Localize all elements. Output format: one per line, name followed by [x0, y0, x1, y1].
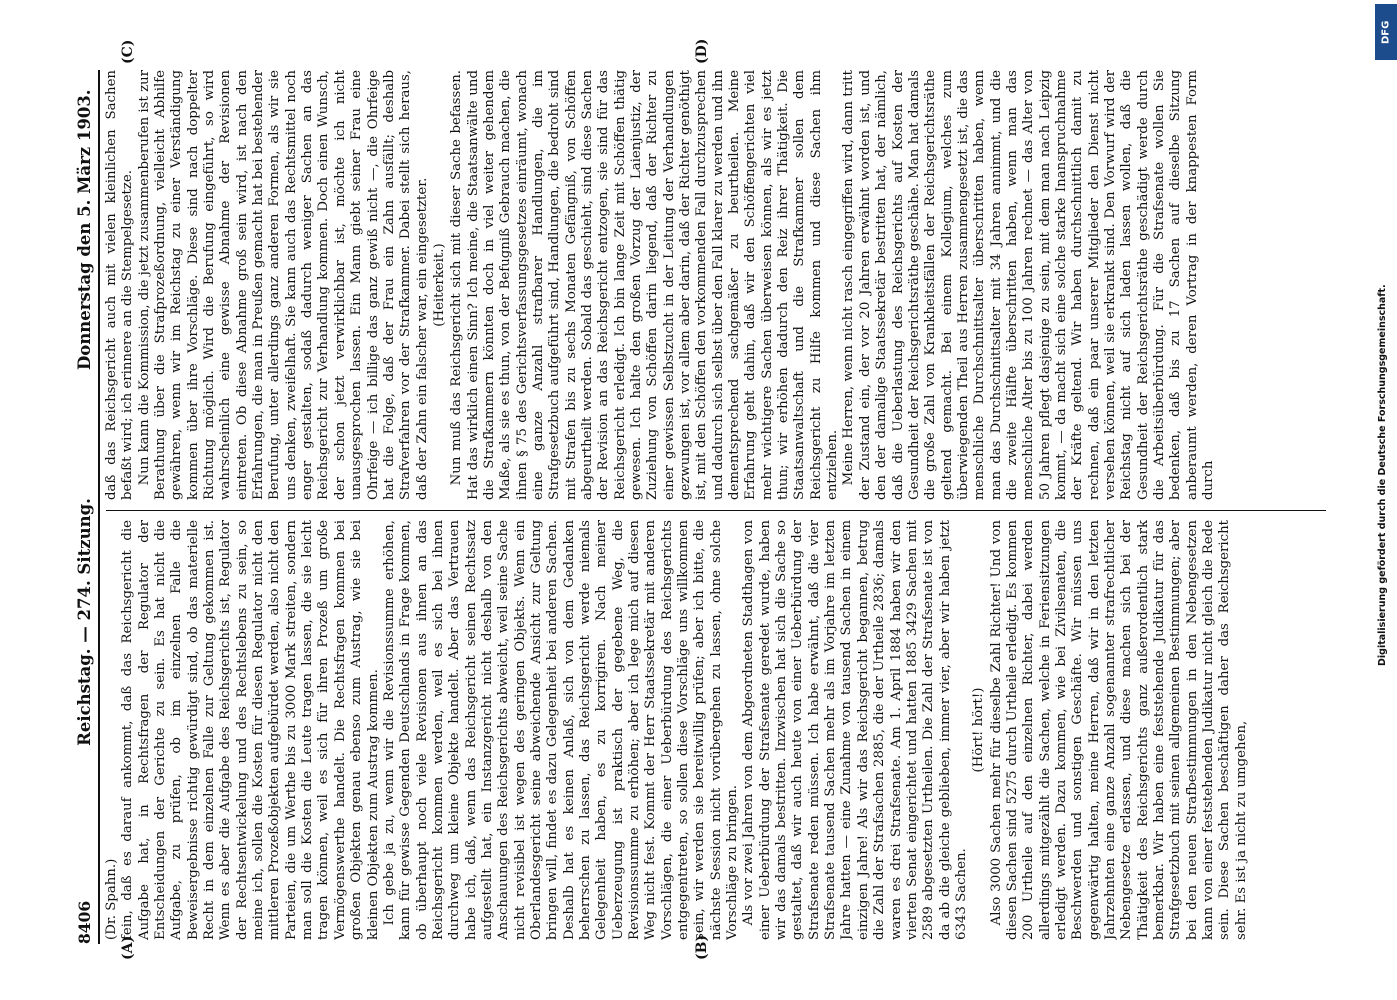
column-separator — [106, 510, 1326, 511]
page-title: Reichstag. — 274. Sitzung. — [75, 498, 94, 746]
page-number: 8406 — [75, 900, 94, 944]
left-interjection: (Hört! hört!) — [971, 687, 987, 773]
credit-text: Digitalisierung gefördert durch die Deutsche Forschungsgemeinschaft. — [1377, 284, 1388, 666]
left-paragraph-4: Also 3000 Sachen mehr für dieselbe Zahl Richter! Und von diesen Sachen sind 5275 durch Urtheile erledigt. Es kommen 200 Urtheile auf den einzelnen Richter, dabei werden allerdings mitgezählt die Sachen, welche in Feriensitzungen erledigt werden. Dazu kommen, wie bei Zivilsenaten, die Beschwerden und sonstigen Geschäfte. Wir müssen uns gegenwärtig halten, meine Herren, daß wir in den letzten Jahrzehnten eine ganze Anzahl sogenannter strafrechtlicher Nebengesetze erlassen, und diese machen sich bei der Thätigkeit des Reichsgerichts ganz außerordentlich stark bemerkbar. Wir haben eine feststehende Judikatur für das Strafgesetzbuch mit seinen allgemeinen Bestimmungen; aber bei den neuen Strafbestimmungen in den Nebengesetzen kann von einer feststehenden Judikatur nicht gleich die Rede sein. Diese Sachen beschäftigen daher das Reichsgericht sehr. Es ist ja nicht zu umgehen, — [988, 520, 1249, 940]
left-paragraph-1: fein, daß es darauf ankommt, daß das Reichsgericht die Aufgabe hat, in Rechtsfragen der Regulator der Entscheidungen der Gerichte zu sein. Es hat nicht die Aufgabe, zu prüfen, ob im einzelnen Falle die Beweisergebnisse richtig gewürdigt sind, ob das materielle Recht in dem einzelnen Falle zur Geltung gekommen ist. Wenn es aber die Aufgabe des Reichsgerichts ist, Regulator der Rechtsentwickelung und des Rechtslebens zu sein, so meine ich, sollen die Kosten für diesen Regulator nicht den mittleren Prozeßobjekten aufgebürdet werden, also nicht den Parteien, die um Werthe bis zu 3000 Mark streiten, sondern man soll die Kosten die Leute tragen lassen, die sie leicht tragen können, weil es sich für ihren Prozeß um große Vermögenswerthe handelt. Die Rechtsfragen kommen bei großen Objekten genau ebenso zum Austrag, wie sie bei kleinen Objekten zum Austrag kommen. — [120, 520, 381, 940]
dfg-logo: DFG — [1375, 4, 1397, 60]
left-paragraph-3: Als vor zwei Jahren von dem Abgeordneten Stadthagen von einer Ueberbürdung der Strafsenate geredet wurde, haben wir das damals bestritten. Inzwischen hat sich die Sache so gestaltet, daß wir auch heute von einer Ueberbürdung der Strafsenate reden müssen. Ich habe erwähnt, daß die vier Strafsenate tausend Sachen mehr als im Vorjahre im letzten Jahre hatten — eine Zunahme von tausend Sachen in einem einzigen Jahre! Als wir das Reichsgericht begannen, betrug die Zahl der Strafsachen 2885, die der Urtheile 2836; damals waren es drei Strafsenate. Am 1. April 1884 haben wir den vierten Senat eingerichtet und hatten 1885 3429 Sachen mit 2589 abgesetzten Urtheilen. Die Zahl der Strafsenate ist von da ab die gleiche geblieben, immer vier, aber wir haben jetzt 6343 Sachen. — [741, 520, 969, 940]
right-paragraph-4: Meine Herren, wenn nicht rasch eingegriffen wird, dann tritt der Zustand ein, der vor 20 Jahren erwähnt worden ist, und den der damalige Staatssekretär bestritten hat, der nämlich, daß die Ueberlastung des Reichsgerichts auf Kosten der Gesundheit der Reichsgerichtsräthe geschähe. Man hat damals die große Zahl von Krankheitsfällen der Reichsgerichtsräthe geltend gemacht. Bei einem Kollegium, welches zum überwiegenden Theil aus Herren zusammengesetzt ist, die das menschliche Durchschnittsalter überschritten haben, wenn man das Durchschnittsalter mit 34 Jahren annimmt, und die die zweite Hälfte überschritten haben, wenn man das menschliche Alter bis zu 100 Jahren rechnet — das Alter von 50 Jahren pflegt dasjenige zu sein, mit dem man nach Leipzig kommt, — da macht sich eine solche starke Inanspruchnahme der Kräfte geltend. Wir haben durchschnittlich damit zu rechnen, daß ein paar unserer Mitglieder den Dienst nicht versehen können, weil sie erkrankt sind. Den Vorwurf wird der Reichstag nicht auf sich laden lassen wollen, daß die Gesundheit der Reichsgerichtsräthe geschädigt werde durch die Arbeitsüberbürdung. Für die Strafsenate wollen Sie bedenken, daß bis zu 17 Sachen auf dieselbe Sitzung anberaumt werden, deren Vortrag in der knappesten Form durch — [841, 70, 1217, 500]
right-paragraph-3: Nun muß das Reichsgericht sich mit dieser Sache befassen. Hat das wirklich einen Sinn? Ich meine, die Staatsanwälte und die Strafkammern könnten doch in viel weiter gehendem Maße, als sie es thun, von der Befugniß Gebrauch machen, die ihnen § 75 des Gerichtsverfassungsgesetzes einräumt, wonach eine ganze Anzahl strafbarer Handlungen, die im Strafgesetzbuch aufgeführt sind, Handlungen, die bedroht sind mit Strafen bis zu sechs Monaten Gefängniß, von Schöffen abgeurtheilt werden. Sobald das geschieht, sind diese Sachen der Revision an das Reichsgericht entzogen, sie sind für das Reichsgericht erledigt. Ich bin lange Zeit mit Schöffen thätig gewesen. Ich halte den großen Vorzug der Laienjustiz, der Zuziehung von Schöffen darin liegend, daß der Richter zu einer gewissen Selbstzucht in der Leitung der Verhandlungen gezwungen ist, vor allem aber darin, daß der Richter genöthigt ist, mit den Schöffen den vorkommenden Fall durchzusprechen und dadurch sich selbst über den Fall klarer zu werden und ihn dementsprechend sachgemäßer zu beurtheilen. Meine Erfahrung geht dahin, daß wir den Schöffengerichten viel mehr wichtigere Sachen überweisen können, als wir es jetzt thun; wir erhöhen dadurch den Reiz ihrer Thätigkeit. Die Staatsanwaltschaft und die Strafkammer sollen dem Reichsgericht zu Hilfe kommen und diese Sachen ihm entziehen. — [449, 70, 841, 500]
header-rule — [98, 70, 100, 944]
page-header — [60, 70, 94, 944]
session-date: Donnerstag den 5. März 1903. — [75, 89, 94, 370]
right-column — [104, 70, 1330, 500]
margin-mark-d: (D) — [694, 38, 710, 64]
margin-mark-c: (C) — [120, 39, 136, 64]
right-interjection: (Heiterkeit.) — [431, 243, 447, 327]
left-column — [104, 520, 1330, 940]
margin-mark-a: (A) — [120, 935, 136, 960]
digitization-credit — [1375, 0, 1397, 1000]
left-paragraph-2: Ich gebe ja zu, wenn wir die Revisionssumme erhöhen, kann für gewisse Gegenden Deutschlands in Frage kommen, ob überhaupt noch viele Revisionen aus ihnen an das Reichsgericht kommen werden, weil es sich bei ihnen durchweg um kleine Objekte handelt. Aber das Vertrauen habe ich, daß, wenn das Reichsgericht seinen Rechtssatz aufgestellt hat, ein Instanzgericht nicht deshalb von den Anschauungen des Reichsgerichts abweicht, weil seine Sache nicht revisibel ist wegen des geringen Objekts. Wenn ein Oberlandesgericht seine abweichende Ansicht zur Geltung bringen will, findet es dazu Gelegenheit bei anderen Sachen. Deshalb hat es keinen Anlaß, sich von dem Gedanken beherrschen zu lassen, das Reichsgericht werde niemals Gelegenheit haben, es zu korrigiren. Nach meiner Ueberzeugung ist praktisch der gegebene Weg, die Revisionssumme zu erhöhen; aber ich lege mich auf diesen Weg nicht fest. Kommt der Herr Staatssekretär mit anderen Vorschlägen, die einer Ueberbürdung des Reichsgerichts entgegentreten, so sollen diese Vorschläge uns willkommen sein, wir werden sie bereitwillig prüfen; aber ich bitte, die nächste Session nicht vorübergehen zu lassen, ohne solche Vorschläge zu bringen. — [381, 520, 741, 940]
right-paragraph-2: Nun kann die Kommission, die jetzt zusammenberufen ist zur Berathung über die Strafprozeßordnung, vielleicht Abhilfe gewähren, wenn wir im Reichstag zu einer Verständigung kommen über ihre Vorschläge. Diese sind nach doppelter Richtung möglich. Wird die Berufung eingeführt, so wird wahrscheinlich eine gewisse Abnahme der Revisionen eintreten. Ob diese Abnahme groß sein wird, ist nach den Erfahrungen, die man in Preußen gemacht hat bei bestehender Berufung, unter allerdings ganz anderen Formen, als wir sie uns denken, zweifelhaft. Sie kann auch das Rechtsmittel noch enger gestalten, sodaß dadurch weniger Sachen an das Reichsgericht zur Verhandlung kommen. Doch einen Wunsch, der schon jetzt verwirklichbar ist, möchte ich nicht unausgesprochen lassen. Ein Mann giebt seiner Frau eine Ohrfeige — ich billige das ganz gewiß nicht —, die Ohrfeige hat die Folge, daß der Frau ein Zahn ausfällt; deshalb Strafverfahren vor der Strafkammer. Dabei stellt sich heraus, daß der Zahn ein falscher war, ein eingesetzter. — [136, 70, 430, 500]
right-paragraph-1: daß das Reichsgericht auch mit vielen kleinlichen Sachen befaßt wird; ich erinnere an die Stempelgesetze. — [104, 70, 136, 500]
speaker-label: (Dr. Spahn.) — [104, 858, 119, 940]
margin-mark-b: (B) — [694, 934, 710, 960]
